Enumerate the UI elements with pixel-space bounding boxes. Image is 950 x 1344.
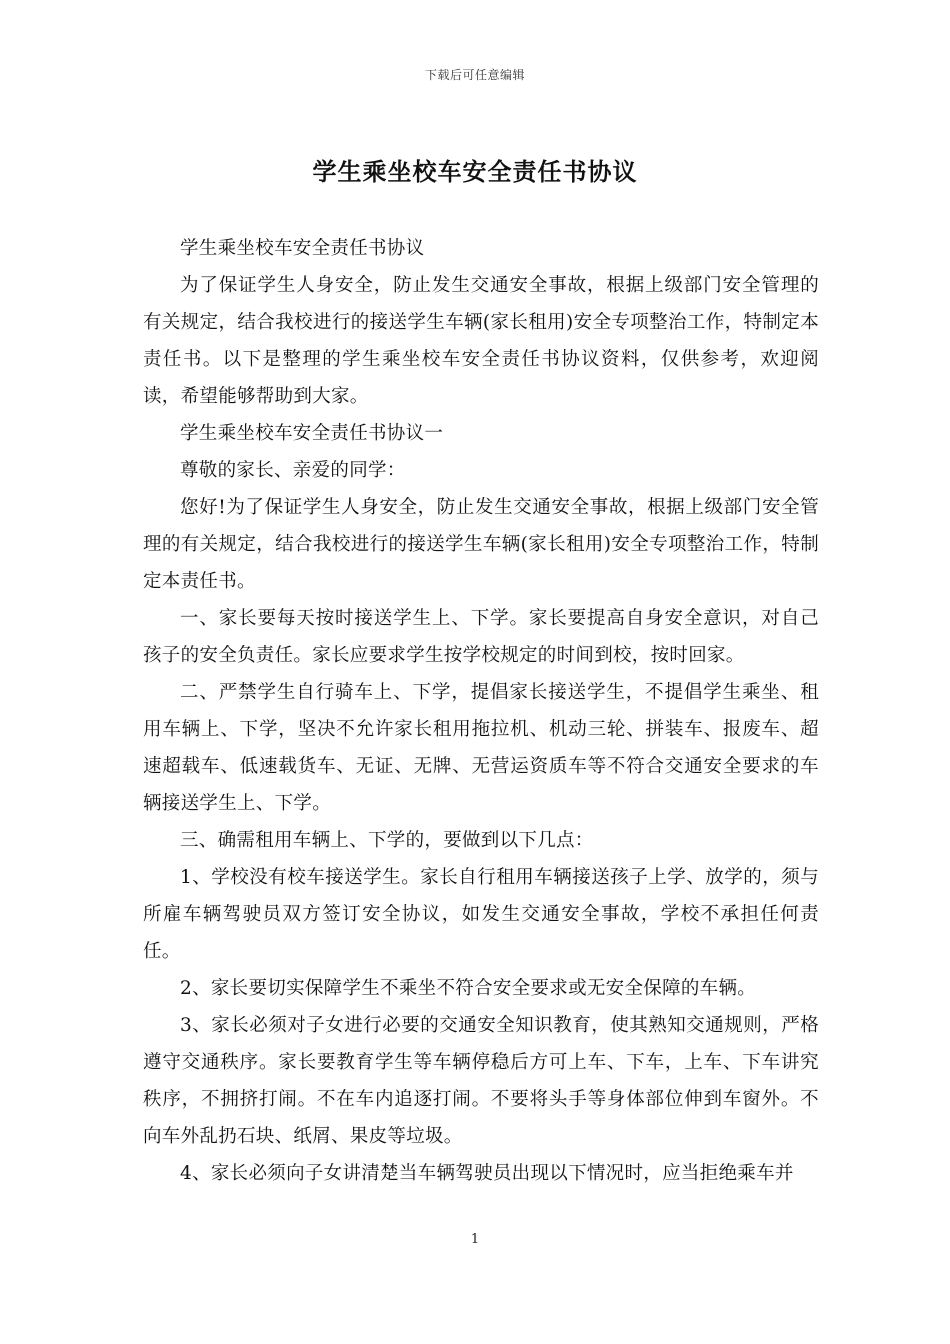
paragraph: 1、学校没有校车接送学生。家长自行租用车辆接送孩子上学、放学的，须与所雇车辆驾驶员双方签订安全协议，如发生交通安全事故，学校不承担任何责任。 — [143, 867, 819, 962]
document-body — [143, 230, 819, 1192]
paragraph: 尊敬的家长、亲爱的同学： — [180, 460, 406, 481]
paragraph: 一、家长要每天按时接送学生上、下学。家长要提高自身安全意识，对自己孩子的安全负责任。家长应要求学生按学校规定的时间到校，按时回家。 — [143, 608, 819, 666]
paragraph: 学生乘坐校车安全责任书协议 — [180, 238, 425, 259]
paragraph: 三、确需租用车辆上、下学的，要做到以下几点： — [180, 830, 594, 851]
paragraph: 二、严禁学生自行骑车上、下学，提倡家长接送学生，不提倡学生乘坐、租用车辆上、下学，坚决不允许家长租用拖拉机、机动三轮、拼装车、报废车、超速超载车、低速载货车、无证、无牌、无营运资质车等不符合交通安全要求的车辆接送学生上、下学。 — [143, 682, 819, 814]
paragraph: 4、家长必须向子女讲清楚当车辆驾驶员出现以下情况时，应当拒绝乘车并 — [180, 1163, 794, 1184]
paragraph: 您好!为了保证学生人身安全，防止发生交通安全事故，根据上级部门安全管理的有关规定，结合我校进行的接送学生车辆(家长租用)安全专项整治工作，特制定本责任书。 — [143, 497, 819, 592]
header-note: 下载后可任意编辑 — [424, 68, 525, 82]
paragraph: 学生乘坐校车安全责任书协议一 — [180, 423, 444, 444]
paragraph: 3、家长必须对子女进行必要的交通安全知识教育，使其熟知交通规则，严格遵守交通秩序。家长要教育学生等车辆停稳后方可上车、下车，上车、下车讲究秩序，不拥挤打闹。不在车内追逐打闹。不要将头手等身体部位伸到车窗外。不向车外乱扔石块、纸屑、果皮等垃圾。 — [143, 1015, 819, 1147]
paragraph: 2、家长要切实保障学生不乘坐不符合安全要求或无安全保障的车辆。 — [180, 978, 757, 999]
document-title: 学生乘坐校车安全责任书协议 — [312, 157, 638, 186]
paragraph: 为了保证学生人身安全，防止发生交通安全事故，根据上级部门安全管理的有关规定，结合我校进行的接送学生车辆(家长租用)安全专项整治工作，特制定本责任书。以下是整理的学生乘坐校车安全责任书协议资料，仅供参考，欢迎阅读，希望能够帮助到大家。 — [143, 275, 819, 407]
page-number: 1 — [470, 1232, 480, 1247]
